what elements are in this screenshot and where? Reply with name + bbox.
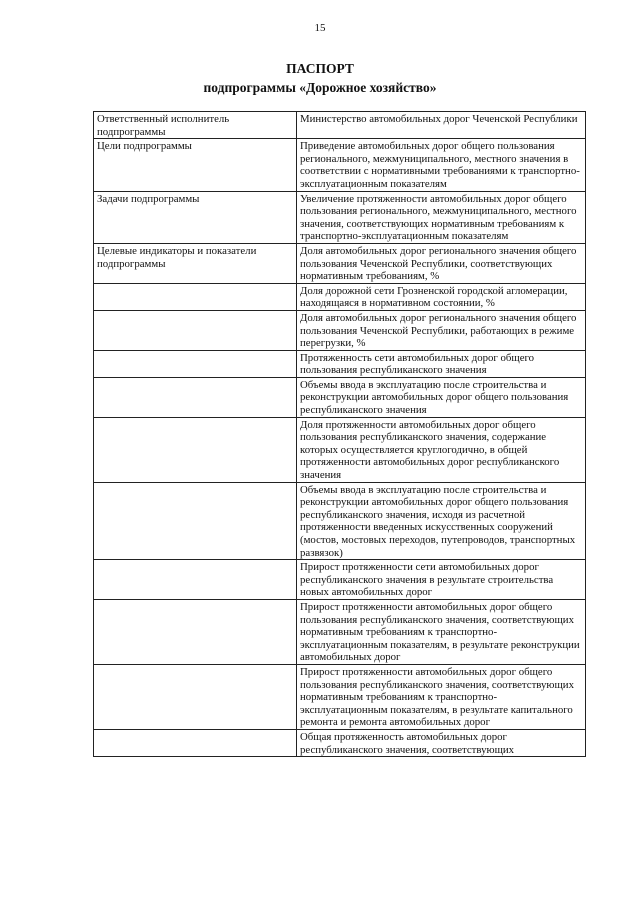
table-row	[94, 664, 586, 729]
page-number: 15	[314, 22, 326, 34]
indicator-item: Прирост протяженности сети автомобильных дорог республиканского значения в результате строительства новых автомобильных дорог	[297, 560, 586, 600]
indicator-item: Объемы ввода в эксплуатацию после строительства и реконструкции автомобильных дорог общего пользования республиканского значения, исходя из расчетной протяженности введенных искусственных сооружений (мостов, мостовых переходов, путепроводов, транспортных развязок)	[297, 482, 586, 560]
table-row	[94, 112, 586, 139]
document-subtitle: подпрограммы «Дорожное хозяйство»	[203, 80, 437, 95]
empty-cell	[94, 417, 297, 482]
empty-cell	[94, 664, 297, 729]
table-row	[94, 417, 586, 482]
table-row	[94, 599, 586, 664]
indicator-item: Прирост протяженности автомобильных дорог общего пользования республиканского значения, соответствующих нормативным требованиям к транспортно-эксплуатационным показателям, в результате капитального ремонта и ремонта автомобильных дорог	[297, 664, 586, 729]
document-title: ПАСПОРТ	[286, 61, 354, 76]
indicator-item: Доля автомобильных дорог регионального значения общего пользования Чеченской Республики, соответствующих нормативным требованиям, %	[297, 243, 586, 283]
empty-cell	[94, 599, 297, 664]
indicator-item: Объемы ввода в эксплуатацию после строительства и реконструкции автомобильных дорог общего пользования республиканского значения	[297, 377, 586, 417]
empty-cell	[94, 729, 297, 756]
empty-cell	[94, 482, 297, 560]
row-value: Приведение автомобильных дорог общего пользования регионального, межмуниципального, местного значения в соответствии с нормативными требованиями к транспортно-эксплуатационным показателям	[297, 139, 586, 191]
table-row	[94, 560, 586, 600]
table-row	[94, 350, 586, 377]
row-label: Задачи подпрограммы	[94, 191, 297, 243]
indicators-label: Целевые индикаторы и показатели подпрограммы	[94, 243, 297, 283]
empty-cell	[94, 377, 297, 417]
table-row	[94, 482, 586, 560]
row-label: Цели подпрограммы	[94, 139, 297, 191]
indicator-item: Доля автомобильных дорог регионального значения общего пользования Чеченской Республики, работающих в режиме перегрузки, %	[297, 310, 586, 350]
empty-cell	[94, 560, 297, 600]
table-row	[94, 283, 586, 310]
row-label: Ответственный исполнитель подпрограммы	[94, 112, 297, 139]
row-value: Министерство автомобильных дорог Чеченской Республики	[297, 112, 586, 139]
indicator-item: Прирост протяженности автомобильных дорог общего пользования республиканского значения, соответствующих нормативным требованиям к транспортно-эксплуатационным показателям, в результате реконструкции автомобильных дорог	[297, 599, 586, 664]
table-row	[94, 377, 586, 417]
empty-cell	[94, 310, 297, 350]
passport-table	[93, 111, 586, 757]
table-row	[94, 729, 586, 756]
table-row	[94, 139, 586, 191]
table-row	[94, 243, 586, 283]
indicator-item: Доля протяженности автомобильных дорог общего пользования республиканского значения, содержание которых осуществляется круглогодично, в общей протяженности автомобильных дорог республиканского значения	[297, 417, 586, 482]
empty-cell	[94, 350, 297, 377]
empty-cell	[94, 283, 297, 310]
table-row	[94, 310, 586, 350]
indicator-item: Общая протяженность автомобильных дорог республиканского значения, соответствующих	[297, 729, 586, 756]
indicator-item: Протяженность сети автомобильных дорог общего пользования республиканского значения	[297, 350, 586, 377]
table-row	[94, 191, 586, 243]
indicator-item: Доля дорожной сети Грозненской городской агломерации, находящаяся в нормативном состоянии, %	[297, 283, 586, 310]
row-value: Увеличение протяженности автомобильных дорог общего пользования регионального, межмуниципального, местного значения, соответствующих нормативным требованиям к транспортно-эксплуатационным показателям	[297, 191, 586, 243]
